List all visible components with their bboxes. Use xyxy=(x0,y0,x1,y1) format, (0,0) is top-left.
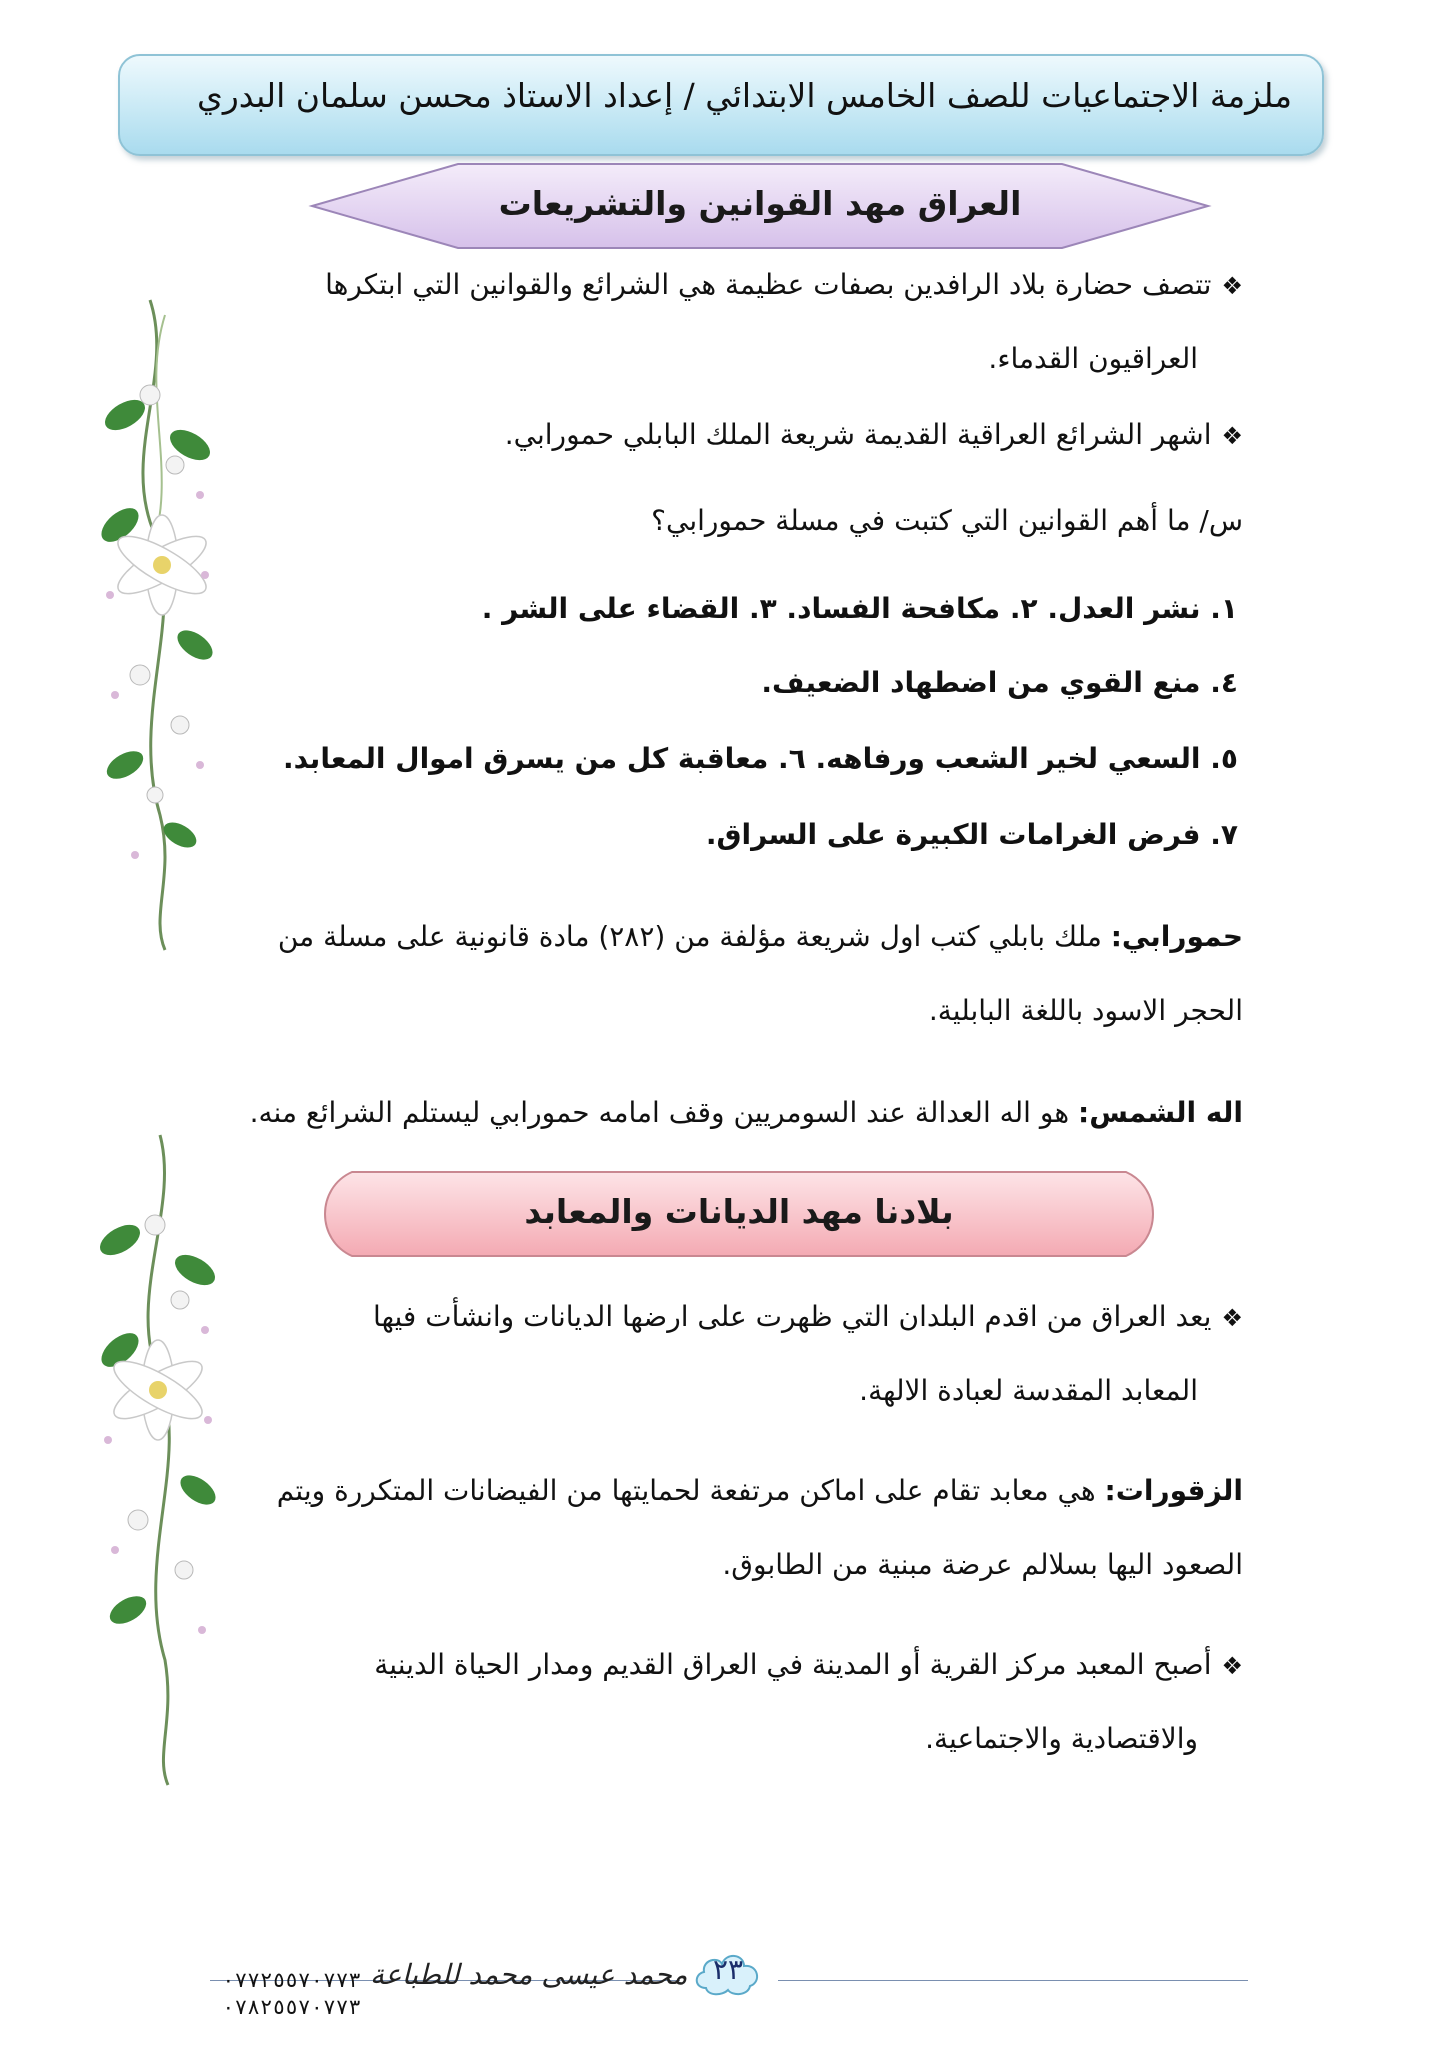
def-term: حمورابي: xyxy=(1110,920,1243,953)
header-title: ملزمة الاجتماعيات للصف الخامس الابتدائي / إعداد الاستاذ محسن سلمان البدري xyxy=(197,76,1292,115)
footer-line-right xyxy=(778,1980,1248,1981)
bullet-icon: ❖ xyxy=(1221,1652,1243,1680)
def-term: الزقورات: xyxy=(1104,1474,1243,1507)
s1-answers-line2: ٤. منع القوي من اضطهاد الضعيف. xyxy=(761,666,1238,699)
s2-bullet2-line1: ❖أصبح المعبد مركز القرية أو المدينة في العراق القديم ومدار الحياة الدينية xyxy=(374,1648,1243,1681)
def-term: اله الشمس: xyxy=(1078,1096,1243,1129)
s1-answers-line3: ٥. السعي لخير الشعب ورفاهه. ٦. معاقبة كل من يسرق اموال المعابد. xyxy=(283,742,1238,775)
s1-question: س/ ما أهم القوانين التي كتبت في مسلة حمورابي؟ xyxy=(651,504,1243,537)
s2-def-ziggurat-line2: الصعود اليها بسلالم عرضة مبنية من الطابوق. xyxy=(722,1548,1243,1581)
page-number: ٢٣ xyxy=(712,1953,744,1986)
s1-def-sun-god: اله الشمس: هو اله العدالة عند السومريين وقف امامه حمورابي ليستلم الشرائع منه. xyxy=(249,1096,1243,1129)
flower-garland-top xyxy=(80,295,230,955)
s1-bullet1-line2: العراقيون القدماء. xyxy=(988,342,1198,375)
s1-answers-line4: ٧. فرض الغرامات الكبيرة على السراق. xyxy=(705,818,1238,851)
s1-bullet2: ❖اشهر الشرائع العراقية القديمة شريعة الملك البابلي حمورابي. xyxy=(504,418,1243,451)
bullet-icon: ❖ xyxy=(1221,422,1243,450)
section2-banner xyxy=(312,1168,1166,1260)
s2-bullet2-line2: والاقتصادية والاجتماعية. xyxy=(925,1722,1198,1755)
section2-title: بلادنا مهد الديانات والمعابد xyxy=(524,1192,954,1231)
section1-banner xyxy=(308,160,1212,252)
header-box xyxy=(118,54,1324,156)
s1-def-hammurabi-line1: حمورابي: ملك بابلي كتب اول شريعة مؤلفة من (٢٨٢) مادة قانونية على مسلة من xyxy=(277,920,1243,953)
section1-title: العراق مهد القوانين والتشريعات xyxy=(498,184,1022,223)
bullet-icon: ❖ xyxy=(1221,1304,1243,1332)
phone-1: ٠٧٧٢٥٥٧٠٧٧٣ xyxy=(222,1968,362,1992)
s1-bullet1-line1: ❖تتصف حضارة بلاد الرافدين بصفات عظيمة هي الشرائع والقوانين التي ابتكرها xyxy=(325,268,1243,301)
s1-answers-line1: ١. نشر العدل. ٢. مكافحة الفساد. ٣. القضاء على الشر . xyxy=(481,592,1238,625)
s2-bullet1-line2: المعابد المقدسة لعبادة الالهة. xyxy=(859,1374,1198,1407)
flower-garland-bottom xyxy=(80,1130,230,1790)
s1-def-hammurabi-line2: الحجر الاسود باللغة البابلية. xyxy=(928,994,1243,1027)
s2-bullet1-line1: ❖يعد العراق من اقدم البلدان التي ظهرت على ارضها الديانات وانشأت فيها xyxy=(373,1300,1243,1333)
phone-2: ٠٧٨٢٥٥٧٠٧٧٣ xyxy=(222,1995,362,2019)
printer-signature: محمد عيسى محمد للطباعة xyxy=(370,1958,688,1991)
s2-def-ziggurat-line1: الزقورات: هي معابد تقام على اماكن مرتفعة لحمايتها من الفيضانات المتكررة ويتم xyxy=(276,1474,1243,1507)
bullet-icon: ❖ xyxy=(1221,272,1243,300)
